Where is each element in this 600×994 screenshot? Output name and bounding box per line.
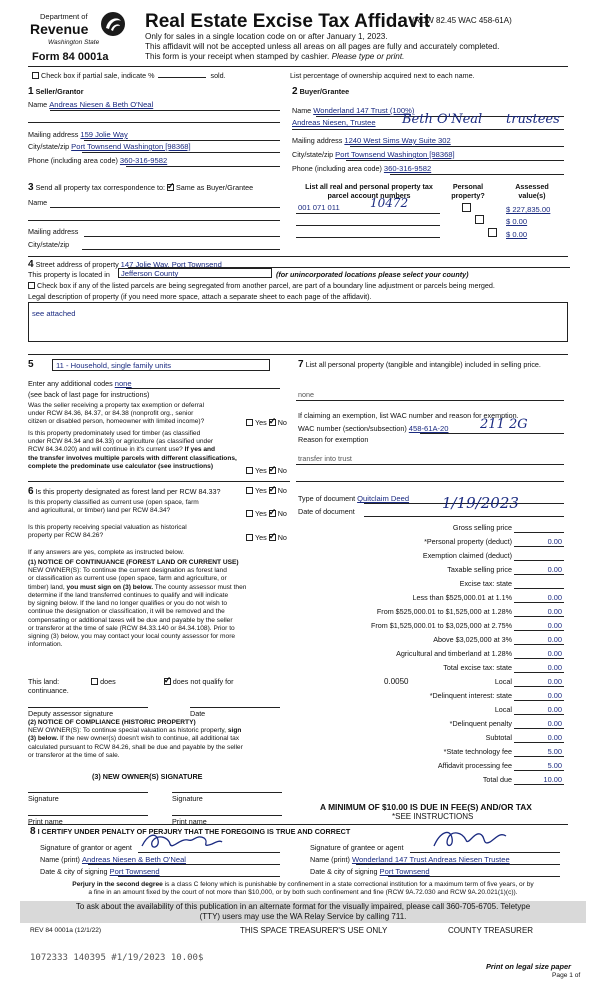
doc-type-field[interactable]: Quitclaim Deed (357, 494, 410, 503)
property-street-field[interactable]: 147 Jolie Way, Port Townsend (120, 260, 222, 269)
segregated-row: Check box if any of the listed parcels are being segregated from another parcel, are part of a boundary line adjustment or parcels being merged. (28, 281, 495, 290)
current-use-no-checkbox[interactable] (269, 510, 276, 517)
assessed-value-1[interactable]: $ 227,835.00 (506, 205, 551, 214)
doc-type-row: Type of document Quitclaim Deed (298, 494, 410, 503)
legal-description-field[interactable]: see attached (28, 302, 568, 342)
parcels-col3-header: Assessed value(s) (515, 182, 549, 200)
perjury-notice: Perjury in the second degree is a class C felony which is punishable by confinement in a state correctional institution for a maximum term of five years, or by a fine in an amount fixed by the court of not more than $10,000, or by both such confinement and fine (RCW 9A.72.030 and RCW 9A.20.021(1)(c)). (72, 881, 534, 897)
form-title: Real Estate Excise Tax Affidavit (145, 11, 431, 32)
tax-row-value[interactable]: 5.00 (547, 761, 562, 770)
doc-date-label: Date of document (298, 507, 355, 516)
tax-row-value[interactable]: 0.00 (547, 677, 562, 686)
form-rcw: (RCW 82.45 WAC 458-61A) (412, 16, 512, 25)
tax-row-value[interactable]: 0.00 (547, 537, 562, 546)
timber-no-checkbox[interactable] (269, 467, 276, 474)
grantor-city-field[interactable]: Port Townsend (109, 867, 160, 876)
personal-property-checkbox-3[interactable] (488, 228, 497, 237)
tax-row-value[interactable]: 0.00 (547, 593, 562, 602)
forest-question: 6 Is this property designated as forest land per RCW 84.33? (28, 486, 221, 497)
reason-label: Reason for exemption (298, 435, 369, 444)
grantor-signature-mark[interactable] (138, 830, 224, 854)
exemption-yes-checkbox[interactable] (246, 419, 253, 426)
legal-description-label: Legal description of property (if you need more space, attach a separate sheet to each page of the affidavit). (28, 292, 372, 301)
tax-row-label: Above $3,025,000 at 3% (433, 635, 512, 644)
historic-yes-checkbox[interactable] (246, 534, 253, 541)
buyer-mailing-field[interactable]: 1240 West Sims Way Suite 302 (344, 136, 451, 145)
revenue-logo (28, 10, 128, 65)
dept-line3: Washington State (48, 39, 100, 46)
buyer-name-row-2 (292, 118, 376, 127)
wac-field[interactable]: 458-61A-20 (408, 424, 449, 433)
buyer-handwritten-2: trustees (506, 112, 560, 127)
tax-row-value[interactable]: 0.00 (547, 621, 562, 630)
grantee-date-row: Date & city of signing Port Townsend (310, 867, 430, 876)
grantee-name-field[interactable]: Wonderland 147 Trust Andreas Niesen Trustee (351, 855, 510, 864)
forest-no-checkbox[interactable] (269, 487, 276, 494)
personal-property-heading: 7 List all personal property (tangible and intangible) included in selling price. (298, 359, 541, 370)
tax-row-value[interactable]: 0.00 (547, 635, 562, 644)
historic-yes-no: Yes ✓ No (246, 533, 287, 542)
buyer-city-row: City/state/zip Port Townsend Washington [98368] (292, 150, 455, 159)
print-legal-note: Print on legal size paper (486, 962, 572, 971)
buyer-name-field-2[interactable]: Andreas Niesen, Trustee (292, 118, 376, 127)
current-use-question: Is this property classified as current use (open space, farm and agricultural, or timber) land per RCW 84.34? (28, 499, 199, 515)
addl-codes-note: (see back of last page for instructions) (28, 390, 150, 399)
seller-mailing-row: Mailing address 159 Jolie Way (28, 130, 128, 139)
historic-no-checkbox[interactable] (269, 534, 276, 541)
historic-question: Is this property receiving special valuation as historical property per RCW 84.26? (28, 524, 187, 540)
tax-row-value[interactable]: 0.00 (547, 733, 562, 742)
cashier-stamp: 1072333 140395 #1/19/2023 10.00$ (30, 953, 204, 963)
tax-row-value[interactable]: 0.00 (547, 705, 562, 714)
property-street-row: 4 Street address of property 147 Jolie Way, Port Townsend (28, 259, 222, 270)
grantee-city-field[interactable]: Port Townsend (379, 867, 430, 876)
personal-property-checkbox-2[interactable] (475, 215, 484, 224)
buyer-name-field-1[interactable]: Wonderland 147 Trust (100%) (313, 106, 415, 115)
correspondence-mailing-label: Mailing address (28, 227, 79, 236)
continuance-label: continuance. (28, 686, 69, 695)
buyer-phone-field[interactable]: 360-316-9582 (383, 164, 432, 173)
tax-row-value[interactable]: 0.00 (547, 565, 562, 574)
grantor-date-row: Date & city of signing Port Townsend (40, 867, 160, 876)
seller-city-field[interactable]: Port Townsend Washington [98368] (71, 142, 191, 151)
current-use-yes-checkbox[interactable] (246, 510, 253, 517)
grantor-signature-label: Signature of grantor or agent (40, 843, 132, 852)
timber-question: Is this property predominately used for timber (as classified under RCW 84.34 and 84.33) or agriculture (as classified under RCW 84.34.020) and will continue in it's current use? If yes and the transfer involves multiple parcels with different classifications, complete the predominate use calculator (see instructions) (28, 430, 237, 470)
buyer-name-row: Name Wonderland 147 Trust (100%) (292, 106, 415, 115)
header-divider (28, 66, 568, 67)
tax-row-label: Subtotal (485, 733, 512, 742)
assessed-value-3[interactable]: $ 0.00 (506, 230, 528, 239)
subtitle-3: This form is your receipt when stamped by cashier. Please type or print. (145, 52, 405, 61)
grantor-name-row: Name (print) Andreas Niesen & Beth O'Neal (40, 855, 186, 864)
grantee-signature-label: Signature of grantee or agent (310, 843, 404, 852)
tax-row-label: Local (494, 705, 512, 714)
tax-row-label: *Personal property (deduct) (424, 537, 512, 546)
tax-row-label: From $1,525,000.01 to $3,025,000 at 2.75% (370, 621, 512, 630)
forest-yes-no: Yes ✓ No (246, 486, 287, 495)
deputy-date[interactable]: Date (190, 709, 206, 718)
does-not-qualify-checkbox[interactable] (164, 678, 171, 685)
exemption-yes-no: Yes ✓ No (246, 418, 287, 427)
tax-row-label: *State technology fee (443, 747, 512, 756)
subtitle-1: Only for sales in a single location code on or after January 1, 2023. (145, 32, 388, 41)
parcels-col1-header: List all real and personal property tax parcel account numbers (305, 182, 433, 200)
tax-row-label: Total due (482, 775, 512, 784)
wac-handwritten: 211 2G (480, 417, 528, 432)
parcel-number-1[interactable]: 001 071 011 (298, 203, 340, 212)
addl-codes-field[interactable]: none (114, 379, 132, 388)
owner-print-name-1[interactable]: Print name (28, 817, 63, 826)
tax-row-label: *Delinquent penalty (449, 719, 512, 728)
exemption-question: Was the seller receiving a property tax exemption or deferral under RCW 84.36, 84.37, or 84.38 (nonprofit org., senior citizen or disabled person, homeowner with limited income)? (28, 402, 205, 426)
tax-row-label: *Delinquent interest: state (429, 691, 512, 700)
addl-codes-row: Enter any additional codes none (28, 379, 132, 388)
partial-sale-row: Check box if partial sale, indicate % sold. (32, 71, 226, 80)
current-use-yes-no: Yes ✓ No (246, 509, 287, 518)
use-code-select[interactable]: 11 - Household, single family units (52, 359, 270, 371)
tax-row-label: Agricultural and timberland at 1.28% (396, 649, 512, 658)
personal-property-field[interactable]: none (298, 390, 314, 399)
seller-name-field[interactable]: Andreas Niesen & Beth O'Neal (49, 100, 154, 109)
personal-property-checkbox-1[interactable] (462, 203, 471, 212)
buyer-city-field[interactable]: Port Townsend Washington [98368] (335, 150, 455, 159)
seller-phone-field[interactable]: 360-316-9582 (119, 156, 168, 165)
treasurer-use-only: THIS SPACE TREASURER'S USE ONLY (240, 926, 388, 935)
this-land-row: This land: does ✓ does not qualify for (28, 677, 234, 686)
grantee-name-row: Name (print) Wonderland 147 Trust Andreas Niesen Trustee (310, 855, 510, 864)
forest-yes-checkbox[interactable] (246, 487, 253, 494)
buyer-heading: 2 Buyer/Grantee (292, 86, 350, 97)
correspondence-heading: 3 Send all property tax correspondence to: ✓ Same as Buyer/Grantee (28, 182, 253, 195)
if-any-yes: If any answers are yes, complete as instructed below. (28, 549, 185, 556)
buyer-mailing-row: Mailing address 1240 West Sims Way Suite 302 (292, 136, 451, 145)
alt-format-banner: To ask about the availability of this publication in an alternate format for the visually impaired, please call 360-705-6705. Teletype (TTY) users may use the WA Relay Service by calling 711. (20, 901, 586, 923)
seller-name-row: Name Andreas Niesen & Beth O'Neal (28, 100, 154, 109)
local-rate-value: 0.0050 (384, 677, 409, 686)
tax-row-label: Local (494, 677, 512, 686)
doc-date-handwritten[interactable]: 1/19/2023 (442, 494, 519, 512)
tax-row-label: From $525,000.01 to $1,525,000 at 1.28% (376, 607, 512, 616)
tax-row-label: Excise tax: state (459, 579, 512, 588)
form-number: Form 84 0001a (32, 51, 109, 63)
tax-row-label: Total excise tax: state (443, 663, 512, 672)
subtitle-2: This affidavit will not be accepted unless all areas on all pages are fully and accurately completed. (145, 42, 500, 51)
correspondence-name-label: Name (28, 198, 48, 207)
notice-compliance: (2) NOTICE OF COMPLIANCE (HISTORIC PROPERTY) NEW OWNER(S): To continue special valuation as historic property, sign (3) below. If the new owner(s) doesn't wish to continue, all additional tax calculated pursuant to RCW 84.26, shall be due and payable by the seller or transferor at the time of sale. (28, 719, 243, 759)
rev-number: REV 84 0001a (12/1/22) (30, 927, 102, 934)
grantee-signature-mark[interactable] (430, 826, 510, 852)
page-number: Page 1 of (552, 972, 581, 979)
timber-yes-no: Yes ✓ No (246, 466, 287, 475)
seller-city-row: City/state/zip Port Townsend Washington [98368] (28, 142, 191, 151)
seller-phone-row: Phone (including area code) 360-316-9582 (28, 156, 168, 165)
timber-yes-checkbox[interactable] (246, 467, 253, 474)
tax-row-label: Gross selling price (452, 523, 512, 532)
assessed-value-2[interactable]: $ 0.00 (506, 217, 528, 226)
section5-number: 5 (28, 359, 34, 370)
tax-row-label: Affidavit processing fee (437, 761, 512, 770)
tax-row-label: Exemption claimed (deduct) (422, 551, 512, 560)
county-select[interactable]: Jefferson County (118, 268, 272, 278)
dept-line2: Revenue (30, 21, 89, 37)
owner-signature-2[interactable]: Signature (172, 794, 203, 803)
reason-field[interactable]: transfer into trust (298, 454, 352, 463)
tax-row-value[interactable]: 0.00 (547, 649, 562, 658)
segregated-checkbox[interactable] (28, 282, 35, 289)
see-instructions: *SEE INSTRUCTIONS (392, 812, 474, 821)
correspondence-city-label: City/state/zip (28, 240, 70, 249)
tax-row-value[interactable]: 10.00 (543, 775, 562, 784)
tax-row-label: Taxable selling price (447, 565, 512, 574)
exemption-label: If claiming an exemption, list WAC number and reason for exemption. (298, 411, 519, 420)
same-as-buyer-checkbox[interactable] (167, 184, 174, 191)
tax-row-value[interactable]: 0.00 (547, 691, 562, 700)
owner-print-name-2[interactable]: Print name (172, 817, 207, 826)
county-treasurer: COUNTY TREASURER (448, 926, 534, 935)
ownership-note: List percentage of ownership acquired next to each name. (290, 71, 475, 80)
tax-row-value[interactable]: 5.00 (547, 747, 562, 756)
wac-row: WAC number (section/subsection) 458-61A-20 (298, 424, 449, 433)
buyer-handwritten-1: Beth O'Neal (402, 112, 483, 127)
tax-row-label: Less than $525,000.01 at 1.1% (412, 593, 512, 602)
notice-continuance: (1) NOTICE OF CONTINUANCE (FOREST LAND OR CURRENT USE) NEW OWNER(S): To continue the current designation as forest land or classification as current use (open space, farm and agriculture, or timber) land, you must sign on (3) below. The county assessor must then determine if the land transferred continues to qualify and will indicate by signing below. If the land no longer qualifies or you do not wish to continue the designation or classification, it will be removed and the compensating or additional taxes will be due and payable by the seller or transferor at the time of sale (RCW 84.33.140 or 84.34.108). Prior to signing (3) below, you may contact your local county assessor for more information. (28, 559, 247, 649)
buyer-phone-row: Phone (including area code) 360-316-9582 (292, 164, 432, 173)
dept-line1: Department of (40, 12, 88, 21)
revenue-swirl-icon (100, 11, 126, 37)
parcel-hand-1: 10472 (370, 196, 409, 210)
parcels-col2-header: Personal property? (451, 182, 485, 200)
county-note: (for unincorporated locations please select your county) (276, 270, 469, 279)
new-owner-signature-heading: (3) NEW OWNER(S) SIGNATURE (92, 772, 203, 781)
tax-row-value[interactable]: 0.00 (547, 663, 562, 672)
tax-row-value[interactable]: 0.00 (547, 719, 562, 728)
certify-heading: 8 I CERTIFY UNDER PENALTY OF PERJURY THAT THE FOREGOING IS TRUE AND CORRECT (30, 826, 351, 837)
property-located-label: This property is located in (28, 270, 110, 279)
exemption-no-checkbox[interactable] (269, 419, 276, 426)
owner-signature-1[interactable]: Signature (28, 794, 59, 803)
deputy-assessor-signature[interactable]: Deputy assessor signature (28, 709, 114, 718)
seller-mailing-field[interactable]: 159 Jolie Way (80, 130, 128, 139)
does-qualify-checkbox[interactable] (91, 678, 98, 685)
tax-row-value[interactable]: 0.00 (547, 607, 562, 616)
partial-sale-checkbox[interactable] (32, 72, 39, 79)
grantor-name-field[interactable]: Andreas Niesen & Beth O'Neal (81, 855, 186, 864)
seller-heading: 1 Seller/Grantor (28, 86, 84, 97)
minimum-due: A MINIMUM OF $10.00 IS DUE IN FEE(S) AND/OR TAX (320, 802, 532, 812)
